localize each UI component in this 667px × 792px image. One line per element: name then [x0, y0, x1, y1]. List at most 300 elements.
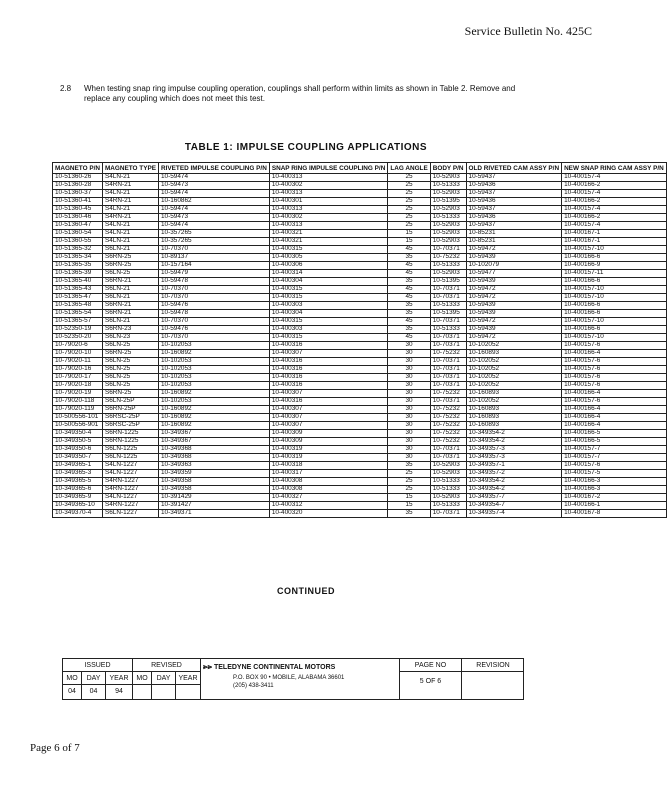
col-riveted-coupling: RIVETED IMPULSE COUPLING P/N [159, 163, 270, 174]
table-cell: 10-89137 [159, 254, 270, 262]
tcm-logo-icon: ⩺⩺ [203, 662, 213, 671]
table-cell: 10-51360-26 [53, 174, 103, 182]
table-cell: 10-400314 [269, 270, 388, 278]
revised-day-label: DAY [152, 672, 176, 685]
table-cell: 10-59472 [466, 318, 562, 326]
impulse-coupling-table [52, 162, 667, 518]
table-cell: 30 [388, 454, 430, 462]
table-cell: S6RN-1225 [102, 438, 158, 446]
table-cell: 10-349367 [159, 438, 270, 446]
table-cell: 10-52903 [430, 462, 466, 470]
table-cell: 10-79020-119 [53, 406, 103, 414]
table-cell: 10-400157-6 [562, 398, 667, 406]
table-cell: 25 [388, 222, 430, 230]
table-cell: 10-52903 [430, 230, 466, 238]
table-cell: 10-79020-6 [53, 342, 103, 350]
table-cell: 25 [388, 478, 430, 486]
table-cell: 10-52350-20 [53, 334, 103, 342]
table-cell: 10-51360-47 [53, 222, 103, 230]
table-cell: 10-70371 [430, 294, 466, 302]
table-cell: 10-51333 [430, 262, 466, 270]
table-cell: S6LN-25 [102, 270, 158, 278]
company-address: P.O. BOX 90 • MOBILE, ALABAMA 36601 [233, 675, 345, 681]
company-block [203, 662, 403, 689]
table-cell: 10-102052 [466, 374, 562, 382]
table-cell: 10-59439 [466, 310, 562, 318]
table-cell: 10-59473 [159, 214, 270, 222]
table-cell: 30 [388, 390, 430, 398]
table-cell: 10-51365-43 [53, 286, 103, 294]
table-cell: 10-349358 [159, 486, 270, 494]
table-cell: 10-500556-101 [53, 414, 103, 422]
table-cell: 10-400309 [269, 430, 388, 438]
table-cell: 10-400316 [269, 366, 388, 374]
table-cell: S6RN-21 [102, 278, 158, 286]
table-cell: S6LN-25 [102, 374, 158, 382]
table-cell: 10-160893 [466, 406, 562, 414]
table-cell: 10-70371 [430, 454, 466, 462]
table-cell: 10-400302 [269, 214, 388, 222]
col-body-pn: BODY P/N [430, 163, 466, 174]
table-cell: 10-59436 [466, 182, 562, 190]
table-cell: 10-400167-8 [562, 510, 667, 518]
table-cell: 10-349357-3 [466, 446, 562, 454]
table-cell: 10-51365-57 [53, 318, 103, 326]
continued-label: CONTINUED [277, 586, 335, 596]
table-cell: 10-400157-4 [562, 206, 667, 214]
table-cell: 10-349363 [159, 462, 270, 470]
table-cell: 45 [388, 262, 430, 270]
table-cell: 10-75232 [430, 430, 466, 438]
table-cell: 10-59437 [466, 206, 562, 214]
table-cell: 10-400157-7 [562, 454, 667, 462]
table-cell: 10-70371 [430, 446, 466, 454]
table-cell: 10-160893 [466, 422, 562, 430]
table-cell: 10-51333 [430, 486, 466, 494]
table-cell: 10-59472 [466, 334, 562, 342]
table-cell: 10-102053 [159, 398, 270, 406]
paragraph-text: When testing snap ring impulse coupling operation, couplings shall perform within limits as shown in Table 2. Remove and replace any coupling which does not meet this test. [84, 84, 516, 103]
table-cell: 30 [388, 366, 430, 374]
table-cell: 25 [388, 174, 430, 182]
table-cell: 10-400157-10 [562, 286, 667, 294]
table-cell: 10-349358 [159, 478, 270, 486]
table-cell: S6RN-25P [102, 406, 158, 414]
table-cell: 30 [388, 422, 430, 430]
table-cell: S4RN-21 [102, 198, 158, 206]
table-cell: 10-160893 [466, 414, 562, 422]
table-cell: 10-349354-7 [466, 502, 562, 510]
table-cell: 10-400316 [269, 374, 388, 382]
table-cell: 10-52903 [430, 222, 466, 230]
table-cell: 10-400166-5 [562, 438, 667, 446]
table-cell: 10-400157-10 [562, 294, 667, 302]
table-cell: 10-400318 [269, 462, 388, 470]
table-cell: 10-349357-1 [466, 462, 562, 470]
table-cell: S4RN-1227 [102, 478, 158, 486]
table-cell: 10-79020-17 [53, 374, 103, 382]
table-cell: 10-75232 [430, 350, 466, 358]
table-cell: 35 [388, 302, 430, 310]
table-cell: 10-70370 [159, 318, 270, 326]
table-cell: S6RSC-25P [102, 422, 158, 430]
table-cell: 10-70370 [159, 294, 270, 302]
table-cell: 10-102079 [466, 262, 562, 270]
table-cell: 10-400157-6 [562, 462, 667, 470]
table-cell: 10-349350-6 [53, 446, 103, 454]
table-cell: 35 [388, 254, 430, 262]
table-cell: 10-400313 [269, 206, 388, 214]
table-cell: 10-51365-35 [53, 262, 103, 270]
table-cell: 30 [388, 414, 430, 422]
table-cell: 45 [388, 270, 430, 278]
table-cell: 10-51365-47 [53, 294, 103, 302]
table-cell: 15 [388, 230, 430, 238]
table-cell: S6LN-25P [102, 398, 158, 406]
table-cell: 25 [388, 198, 430, 206]
table-cell: 10-349357-3 [466, 454, 562, 462]
table-cell: 10-400157-6 [562, 382, 667, 390]
table-cell: 10-160892 [159, 422, 270, 430]
table-cell: 10-51360-55 [53, 238, 103, 246]
table-cell: S6LN-1225 [102, 454, 158, 462]
table-cell: 10-400167-2 [562, 494, 667, 502]
table-cell: 10-102052 [466, 358, 562, 366]
table-cell: 10-52903 [430, 470, 466, 478]
table-cell: 10-160893 [466, 350, 562, 358]
table-cell: 30 [388, 438, 430, 446]
table-cell: S6LN-25 [102, 358, 158, 366]
table-cell: S4LN-21 [102, 190, 158, 198]
table-cell: 25 [388, 214, 430, 222]
table-cell: 10-59437 [466, 222, 562, 230]
table-cell: S6RN-25 [102, 390, 158, 398]
table-cell: 10-102052 [466, 398, 562, 406]
table-cell: 10-70370 [159, 246, 270, 254]
table-cell: S6LN-21 [102, 286, 158, 294]
table-title: TABLE 1: IMPULSE COUPLING APPLICATIONS [184, 142, 428, 153]
table-cell: 10-391427 [159, 502, 270, 510]
table-cell: 10-70371 [430, 342, 466, 350]
table-cell: 10-400313 [269, 222, 388, 230]
table-cell: 10-400315 [269, 334, 388, 342]
table-cell: 10-102053 [159, 382, 270, 390]
table-cell: 10-391429 [159, 494, 270, 502]
table-cell: 10-160892 [159, 350, 270, 358]
table-cell: 10-59436 [466, 198, 562, 206]
table-cell: 10-400166-4 [562, 406, 667, 414]
table-cell: 10-400307 [269, 414, 388, 422]
table-cell: 10-79020-11 [53, 358, 103, 366]
table-cell: 10-52903 [430, 494, 466, 502]
table-cell: S6LN-21 [102, 294, 158, 302]
table-header-row [53, 163, 667, 174]
issued-label: ISSUED [63, 659, 133, 672]
table-cell: 10-400157-6 [562, 374, 667, 382]
col-magneto-type: MAGNETO TYPE [102, 163, 158, 174]
table-cell: 10-59439 [466, 278, 562, 286]
col-magneto-pn: MAGNETO P/N [53, 163, 103, 174]
table-cell: 30 [388, 406, 430, 414]
table-cell: 10-400157-5 [562, 470, 667, 478]
table-cell: 10-349354-2 [466, 478, 562, 486]
table-cell: 10-349365-1 [53, 462, 103, 470]
table-cell: 35 [388, 278, 430, 286]
table-cell: 10-400308 [269, 478, 388, 486]
table-cell: 25 [388, 182, 430, 190]
table-cell: 10-59476 [159, 326, 270, 334]
table-cell: 10-59437 [466, 174, 562, 182]
table-cell: 25 [388, 190, 430, 198]
table-cell: 10-70370 [159, 286, 270, 294]
company-name: TELEDYNE CONTINENTAL MOTORS [213, 664, 336, 671]
table-cell: S6LN-21 [102, 318, 158, 326]
table-cell: 10-400316 [269, 358, 388, 366]
table-cell: 10-349368 [159, 446, 270, 454]
table-cell: 10-75232 [430, 422, 466, 430]
table-cell: 10-51365-48 [53, 302, 103, 310]
table-cell: S6RN-1225 [102, 430, 158, 438]
table-cell: 10-400166-6 [562, 326, 667, 334]
table-cell: 45 [388, 334, 430, 342]
table-cell: 10-400305 [269, 254, 388, 262]
footer-block [62, 658, 524, 700]
table-cell: 35 [388, 510, 430, 518]
table-cell: 10-102053 [159, 342, 270, 350]
table-cell: 10-400315 [269, 294, 388, 302]
table-cell: 10-70371 [430, 398, 466, 406]
table-cell: 10-59476 [159, 302, 270, 310]
table-cell: 10-400166-6 [562, 278, 667, 286]
table-cell: 15 [388, 494, 430, 502]
table-cell: 10-400166-4 [562, 390, 667, 398]
table-cell: S6LN-21 [102, 246, 158, 254]
table-cell: 10-400316 [269, 342, 388, 350]
table-row [53, 510, 667, 518]
table-cell: 10-59473 [159, 182, 270, 190]
table-cell: 10-51395 [430, 278, 466, 286]
col-old-cam: OLD RIVETED CAM ASSY P/N [466, 163, 562, 174]
table-cell: 10-400303 [269, 302, 388, 310]
table-cell: S6RN-25 [102, 262, 158, 270]
table-cell: 10-349357-7 [466, 494, 562, 502]
table-cell: 10-102052 [466, 382, 562, 390]
table-cell: 10-59437 [466, 190, 562, 198]
page-revision-block [399, 659, 523, 699]
table-cell: 10-400166-3 [562, 478, 667, 486]
table-cell: 10-400304 [269, 310, 388, 318]
table-cell: 10-349367 [159, 430, 270, 438]
issued-mo: 04 [63, 685, 82, 699]
table-cell: 45 [388, 286, 430, 294]
table-cell: 10-79020-118 [53, 398, 103, 406]
table-cell: 10-400307 [269, 390, 388, 398]
table-cell: S6RN-21 [102, 302, 158, 310]
table-cell: 10-52903 [430, 270, 466, 278]
table-cell: 10-400307 [269, 406, 388, 414]
table-cell: 10-400321 [269, 238, 388, 246]
revised-mo [133, 685, 152, 699]
table-cell: S6LN-1227 [102, 510, 158, 518]
table-cell: 10-85231 [466, 238, 562, 246]
table-cell: S6LN-23 [102, 334, 158, 342]
table-cell: 10-51333 [430, 478, 466, 486]
table-cell: 10-400166-2 [562, 198, 667, 206]
table-cell: 10-349365-9 [53, 494, 103, 502]
table-cell: S4LN-21 [102, 174, 158, 182]
bulletin-number: Service Bulletin No. 425C [464, 24, 592, 38]
table-cell: 10-400302 [269, 182, 388, 190]
table-cell: 10-70371 [430, 334, 466, 342]
table-cell: 10-59472 [466, 246, 562, 254]
col-lag-angle: LAG ANGLE [388, 163, 430, 174]
table-cell: 10-349359 [159, 470, 270, 478]
table-cell: 10-349365-5 [53, 478, 103, 486]
table-cell: 10-59439 [466, 254, 562, 262]
table-cell: 10-70371 [430, 366, 466, 374]
col-snap-ring-coupling: SNAP RING IMPULSE COUPLING P/N [269, 163, 388, 174]
table-cell: 10-52903 [430, 190, 466, 198]
table-cell: 10-59478 [159, 310, 270, 318]
table-cell: S4LN-1227 [102, 470, 158, 478]
table-cell: 35 [388, 326, 430, 334]
revised-mo-label: MO [133, 672, 152, 685]
table-cell: 10-51360-54 [53, 230, 103, 238]
table-cell: 10-400157-6 [562, 342, 667, 350]
table-cell: 10-70371 [430, 374, 466, 382]
table-cell: 10-400307 [269, 422, 388, 430]
issued-year: 94 [106, 685, 133, 699]
table-cell: 10-400304 [269, 278, 388, 286]
table-cell: 10-79020-10 [53, 350, 103, 358]
table-cell: S6RN-25 [102, 350, 158, 358]
table-cell: S4RN-1227 [102, 486, 158, 494]
table-cell: S6LN-1225 [102, 446, 158, 454]
table-cell: 10-52903 [430, 206, 466, 214]
table-cell: 10-51365-40 [53, 278, 103, 286]
table-cell: 10-70371 [430, 510, 466, 518]
revision-value [462, 672, 524, 699]
issued-day: 04 [82, 685, 106, 699]
table-cell: 10-51333 [430, 326, 466, 334]
table-cell: 10-75232 [430, 406, 466, 414]
table-cell: 10-70370 [159, 334, 270, 342]
table-cell: 10-59472 [466, 286, 562, 294]
table-cell: 10-400157-4 [562, 222, 667, 230]
table-cell: 10-400316 [269, 398, 388, 406]
table-cell: 10-400166-9 [562, 262, 667, 270]
table-cell: 10-400166-5 [562, 430, 667, 438]
table-cell: 10-400166-2 [562, 182, 667, 190]
table-cell: 10-51333 [430, 182, 466, 190]
table-cell: 10-51360-45 [53, 206, 103, 214]
table-cell: 10-59439 [466, 302, 562, 310]
table-cell: 10-59478 [159, 278, 270, 286]
table-cell: 10-400167-1 [562, 230, 667, 238]
table-cell: 10-400157-4 [562, 174, 667, 182]
table-cell: 35 [388, 310, 430, 318]
table-cell: 10-349365-6 [53, 486, 103, 494]
table-cell: 10-400157-10 [562, 246, 667, 254]
table-cell: 10-400166-1 [562, 502, 667, 510]
table-cell: 10-52903 [430, 174, 466, 182]
table-cell: 10-51360-37 [53, 190, 103, 198]
table-cell: 10-59474 [159, 190, 270, 198]
table-cell: S4RN-1227 [102, 502, 158, 510]
table-cell: 10-400315 [269, 286, 388, 294]
table-cell: 10-160892 [159, 406, 270, 414]
table-cell: 10-59474 [159, 206, 270, 214]
table-cell: 10-51365-54 [53, 310, 103, 318]
table-cell: 10-85231 [466, 230, 562, 238]
table-cell: 10-349370-4 [53, 510, 103, 518]
table-cell: 10-349350-7 [53, 454, 103, 462]
table-cell: 10-51365-34 [53, 254, 103, 262]
paragraph-number: 2.8 [60, 84, 72, 93]
table-cell: 10-400166-6 [562, 254, 667, 262]
table-cell: 10-102052 [466, 342, 562, 350]
table-cell: 10-357265 [159, 230, 270, 238]
table-cell: 30 [388, 342, 430, 350]
table-cell: S6RN-21 [102, 310, 158, 318]
table-cell: 10-349357-4 [466, 510, 562, 518]
table-cell: S6RN-23 [102, 326, 158, 334]
col-new-cam: NEW SNAP RING CAM ASSY P/N [562, 163, 667, 174]
table-cell: 10-70371 [430, 382, 466, 390]
table-cell: 10-51333 [430, 214, 466, 222]
page-no-value: 5 OF 6 [400, 672, 462, 699]
table-cell: 15 [388, 238, 430, 246]
table-cell: S6LN-25 [102, 366, 158, 374]
table-cell: S6RN-25 [102, 254, 158, 262]
table-cell: 10-400306 [269, 262, 388, 270]
table-cell: 45 [388, 246, 430, 254]
table-cell: 30 [388, 382, 430, 390]
table-cell: 10-79020-19 [53, 390, 103, 398]
table-cell: 10-400313 [269, 190, 388, 198]
table-cell: 10-51360-41 [53, 198, 103, 206]
table-cell: S4LN-21 [102, 222, 158, 230]
table-cell: 10-51395 [430, 310, 466, 318]
table-cell: 15 [388, 502, 430, 510]
table-cell: 10-400166-2 [562, 214, 667, 222]
table-cell: 10-400303 [269, 326, 388, 334]
table-cell: 10-52350-19 [53, 326, 103, 334]
table-cell: 10-400166-3 [562, 486, 667, 494]
table-cell: 25 [388, 206, 430, 214]
table-cell: 10-400167-1 [562, 238, 667, 246]
table-cell: 10-52903 [430, 238, 466, 246]
table-cell: 10-400157-10 [562, 318, 667, 326]
table-cell: 10-349354-2 [466, 430, 562, 438]
table-cell: S6LN-25 [102, 382, 158, 390]
table-cell: 10-349371 [159, 510, 270, 518]
table-cell: 10-400157-11 [562, 270, 667, 278]
table-cell: 10-400313 [269, 174, 388, 182]
table-cell: 10-51360-46 [53, 214, 103, 222]
table-cell: 30 [388, 350, 430, 358]
page-footer: Page 6 of 7 [30, 742, 80, 754]
table-cell: 10-102053 [159, 374, 270, 382]
revision-label: REVISION [462, 659, 524, 672]
table-cell: 10-400309 [269, 438, 388, 446]
table-cell: 25 [388, 486, 430, 494]
table-cell: 10-75232 [430, 438, 466, 446]
table-cell: 10-349350-4 [53, 430, 103, 438]
table-cell: 35 [388, 462, 430, 470]
page-no-label: PAGE NO [400, 659, 462, 672]
table-cell: 10-400316 [269, 382, 388, 390]
